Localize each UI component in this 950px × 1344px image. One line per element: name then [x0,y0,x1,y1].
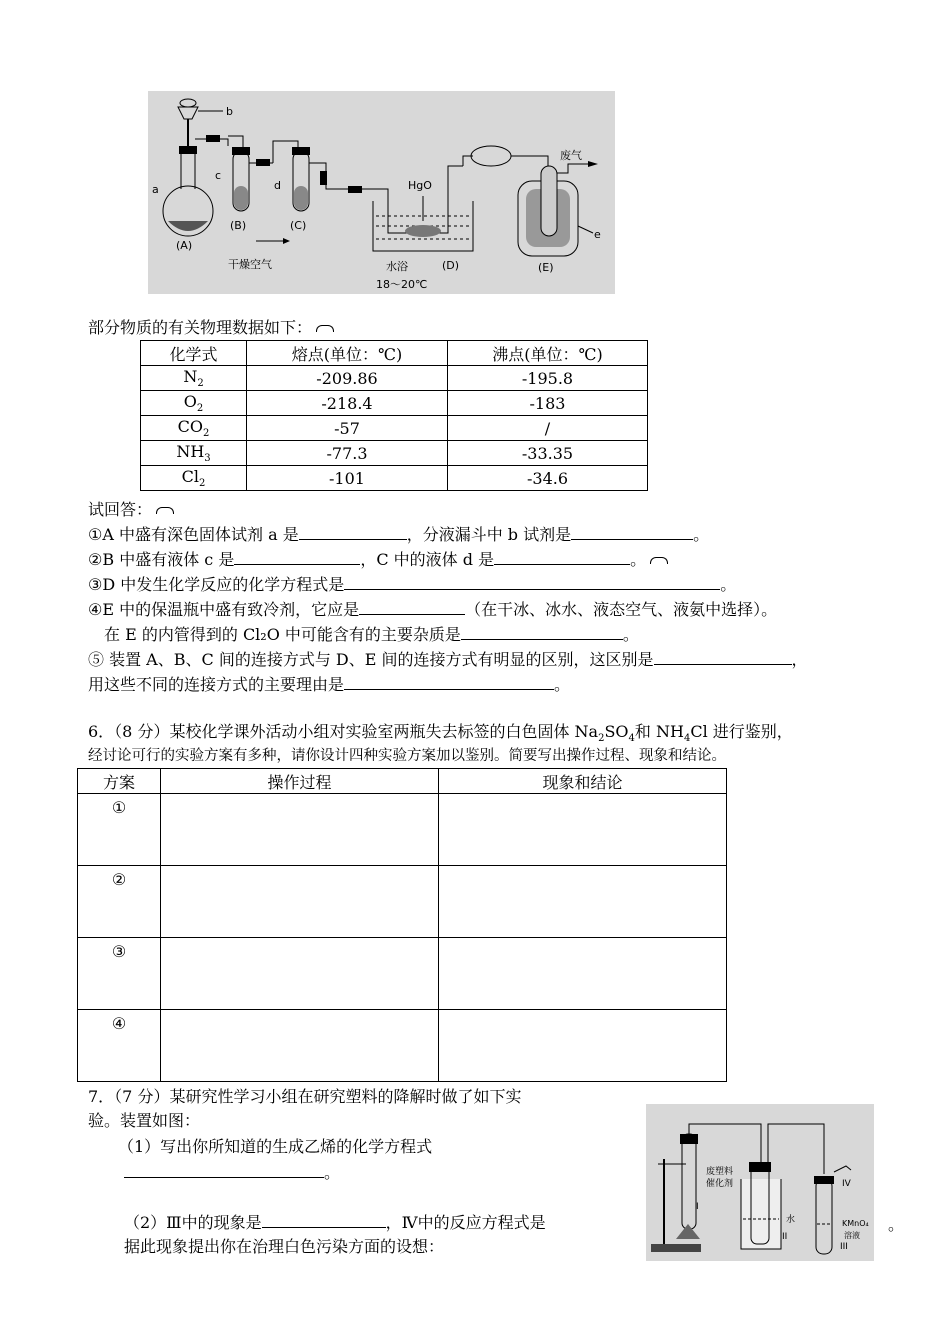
answer-blank[interactable] [344,673,554,690]
label-IV: IV [842,1179,851,1189]
question-7-title: 7．（7 分）某研究性学习小组在研究塑料的降解时做了如下实 [88,1087,522,1106]
answer-blank[interactable] [344,573,720,590]
answer-prompt: 试回答： [88,499,174,521]
label-water: 水 [786,1215,796,1225]
label-C: (C) [290,219,307,232]
label-c: c [215,169,222,182]
answer-blank[interactable] [571,523,693,540]
answer-blank[interactable] [494,548,630,565]
result-cell[interactable] [439,1010,727,1082]
answer-blank[interactable] [124,1161,324,1178]
label-water-bath: 水浴 [386,260,408,273]
result-cell[interactable] [439,938,727,1010]
physical-data-table [140,340,648,491]
label-b: b [226,105,233,118]
question-6-desc: 经讨论可行的实验方案有多种，请你设计四种实验方案加以鉴别。简要写出操作过程、现象和结论。 [88,748,726,764]
label-plastic: 废塑料 [706,1167,734,1177]
question-7-end: 。 [888,1215,905,1234]
label-a: a [152,183,159,196]
edit-mark [316,325,334,332]
answer-blank[interactable] [461,623,623,640]
label-dry-air: 干燥空气 [228,258,272,271]
edit-mark [650,557,668,564]
result-cell[interactable] [439,794,727,866]
table-row: $Cl_2$ -101 -34.6 [141,466,648,491]
question-4: ④E 中的保温瓶中盛有致冷剂，它应是 （在干冰、冰水、液态空气、液氨中选择）。 [88,600,778,619]
result-cell[interactable] [439,866,727,938]
operation-cell[interactable] [161,794,439,866]
label-III: III [840,1242,848,1252]
label-e: e [594,228,601,241]
label-exhaust: 废气 [560,149,582,162]
question-7-part3: 据此现象提出你在治理白色污染方面的设想： [124,1237,445,1256]
table-row: $CO_2$ -57 / [141,416,648,441]
table-row: ③ [78,938,727,1010]
question-4-cont: 在 E 的内管得到的 Cl₂O 中可能含有的主要杂质是 。 [104,625,639,644]
question-3: ③D 中发生化学反应的化学方程式是 。 [88,575,737,594]
label-A: (A) [176,239,193,252]
intro-text: 部分物质的有关物理数据如下： [88,317,334,339]
table-header: 现象和结论 [439,769,727,794]
table-row: ② [78,866,727,938]
label-I: I [696,1202,699,1212]
label-kmno4: KMnO₄ [842,1219,869,1228]
label-E: (E) [538,261,554,274]
label-catalyst: 催化剂 [706,1179,734,1189]
operation-cell[interactable] [161,1010,439,1082]
apparatus-figure [148,91,615,294]
answer-blank[interactable] [299,523,407,540]
table-row: $N_2$ -209.86 -195.8 [141,366,648,391]
question-2: ②B 中盛有液体 c 是 ，C 中的液体 d 是 。 [88,548,668,571]
table-row: $NH_3$ -77.3 -33.35 [141,441,648,466]
label-d: d [274,179,281,192]
question-7-part1-answer: 。 [124,1161,340,1184]
table-header: 化学式 [141,341,247,366]
table-header: 操作过程 [161,769,439,794]
label-II: II [782,1232,788,1242]
answer-blank[interactable] [262,1211,386,1228]
plan-table [77,768,727,1082]
degradation-apparatus-figure [646,1104,874,1261]
question-7-part1: （1）写出你所知道的生成乙烯的化学方程式 [118,1137,433,1156]
degradation-drawing [646,1104,874,1261]
operation-cell[interactable] [161,866,439,938]
question-5-cont: 用这些不同的连接方式的主要理由是 。 [88,675,571,694]
table-row: ① [78,794,727,866]
label-B: (B) [230,219,247,232]
question-7-part2: （2）Ⅲ中的现象是 ，Ⅳ中的反应方程式是 [124,1213,546,1232]
answer-blank[interactable] [359,598,465,615]
edit-mark [156,507,174,514]
table-header: 方案 [78,769,161,794]
label-hgo: HgO [408,179,432,192]
answer-blank[interactable] [234,548,360,565]
table-row: $O_2$ -218.4 -183 [141,391,648,416]
answer-blank[interactable] [654,648,792,665]
question-1: ①A 中盛有深色固体试剂 a 是 ，分液漏斗中 b 试剂是 。 [88,525,710,544]
label-D: (D) [442,259,460,272]
table-row: ④ [78,1010,727,1082]
label-temp: 18～20℃ [376,278,428,291]
label-solution: 溶液 [844,1231,860,1240]
question-5: ⑤ 装置 A、B、C 间的连接方式与 D、E 间的连接方式有明显的区别，这区别是 ， [88,650,808,669]
operation-cell[interactable] [161,938,439,1010]
question-7-line2: 验。装置如图： [88,1111,201,1130]
table-header: 沸点(单位：℃) [448,341,648,366]
question-6-title: 6．（8 分）某校化学课外活动小组对实验室两瓶失去标签的白色固体 $Na_2SO_4$和 $NH_4Cl$ 进行鉴别， [88,722,793,745]
table-header: 熔点(单位：℃) [247,341,448,366]
